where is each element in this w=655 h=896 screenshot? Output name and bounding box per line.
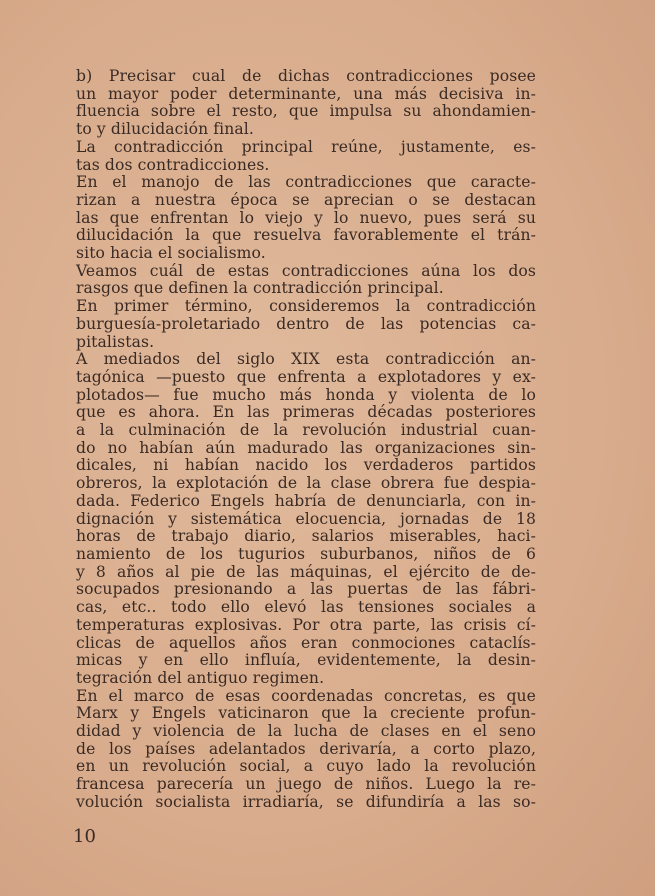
text-line: de los países adelantados derivaría, a corto plazo, (76, 739, 536, 758)
text-line: to y dilucidación final. (76, 120, 254, 139)
text-line: obreros, la explotación de la clase obrera fue despia- (76, 474, 536, 493)
text-line: La contradicción principal reúne, justamente, es- (76, 137, 536, 156)
text-line: las que enfrentan lo viejo y lo nuevo, pues será su (76, 208, 536, 227)
body-text (76, 68, 536, 812)
text-line: un mayor poder determinante, una más decisiva in- (76, 84, 536, 103)
text-line: dignación y sistemática elocuencia, jornadas de 18 (76, 509, 536, 528)
text-line: a la culminación de la revolución industrial cuan- (76, 421, 536, 440)
text-line: temperaturas explosivas. Por otra parte, las crisis cí- (76, 615, 536, 634)
text-line: tas dos contradicciones. (76, 155, 270, 174)
text-line: pitalistas. (76, 332, 155, 351)
text-line: y 8 años al pie de las máquinas, el ejército de de- (76, 562, 536, 581)
text-line: horas de trabajo diario, salarios miserables, haci- (76, 527, 536, 546)
text-line: sito hacia el socialismo. (76, 244, 266, 263)
text-line: socupados presionando a las puertas de las fábri- (76, 580, 536, 599)
text-line: En primer término, consideremos la contradicción (76, 297, 536, 316)
text-line: namiento de los tugurios suburbanos, niños de 6 (76, 544, 536, 563)
text-line: En el marco de esas coordenadas concretas, es que (76, 686, 536, 705)
text-line: volución socialista irradiaría, se difundiría a las so- (76, 792, 536, 811)
text-line: micas y en ello influía, evidentemente, la desin- (76, 651, 536, 670)
text-line: dada. Federico Engels habría de denunciarla, con in- (76, 491, 536, 510)
text-line: b) Precisar cual de dichas contradicciones posee (76, 67, 536, 85)
text-line: rizan a nuestra época se aprecian o se destacan (76, 190, 536, 209)
text-line: que es ahora. En las primeras décadas posteriores (76, 403, 536, 422)
text-line: dilucidación la que resuelva favorablemente el trán- (76, 226, 536, 245)
text-line: En el manojo de las contradicciones que caracte- (76, 173, 536, 192)
text-line: plotados— fue mucho más honda y violenta de lo (76, 385, 536, 404)
page-number: 10 (73, 826, 96, 847)
text-line: Veamos cuál de estas contradicciones aúna los dos (76, 261, 536, 280)
text-line: A mediados del siglo XIX esta contradicción an- (76, 350, 536, 369)
text-line: en un revolución social, a cuyo lado la revolución (76, 757, 536, 776)
text-line: do no habían aún madurado las organizaciones sin- (76, 438, 536, 457)
text-line: tegración del antiguo regimen. (76, 668, 325, 687)
text-line: clicas de aquellos años eran conmociones cataclís- (76, 633, 536, 652)
text-line: francesa parecería un juego de niños. Luego la re- (76, 775, 536, 794)
text-line: tagónica —puesto que enfrenta a explotadores y ex- (76, 367, 536, 386)
text-line: rasgos que definen la contradicción principal. (76, 279, 444, 298)
text-line: Marx y Engels vaticinaron que la creciente profun- (76, 704, 536, 723)
text-line: cas, etc.. todo ello elevó las tensiones sociales a (76, 598, 536, 617)
text-line: didad y violencia de la lucha de clases en el seno (76, 722, 536, 741)
text-line: dicales, ni habían nacido los verdaderos partidos (76, 456, 536, 475)
text-line: fluencia sobre el resto, que impulsa su ahondamien- (76, 102, 536, 121)
text-line: burguesía-proletariado dentro de las potencias ca- (76, 314, 536, 333)
